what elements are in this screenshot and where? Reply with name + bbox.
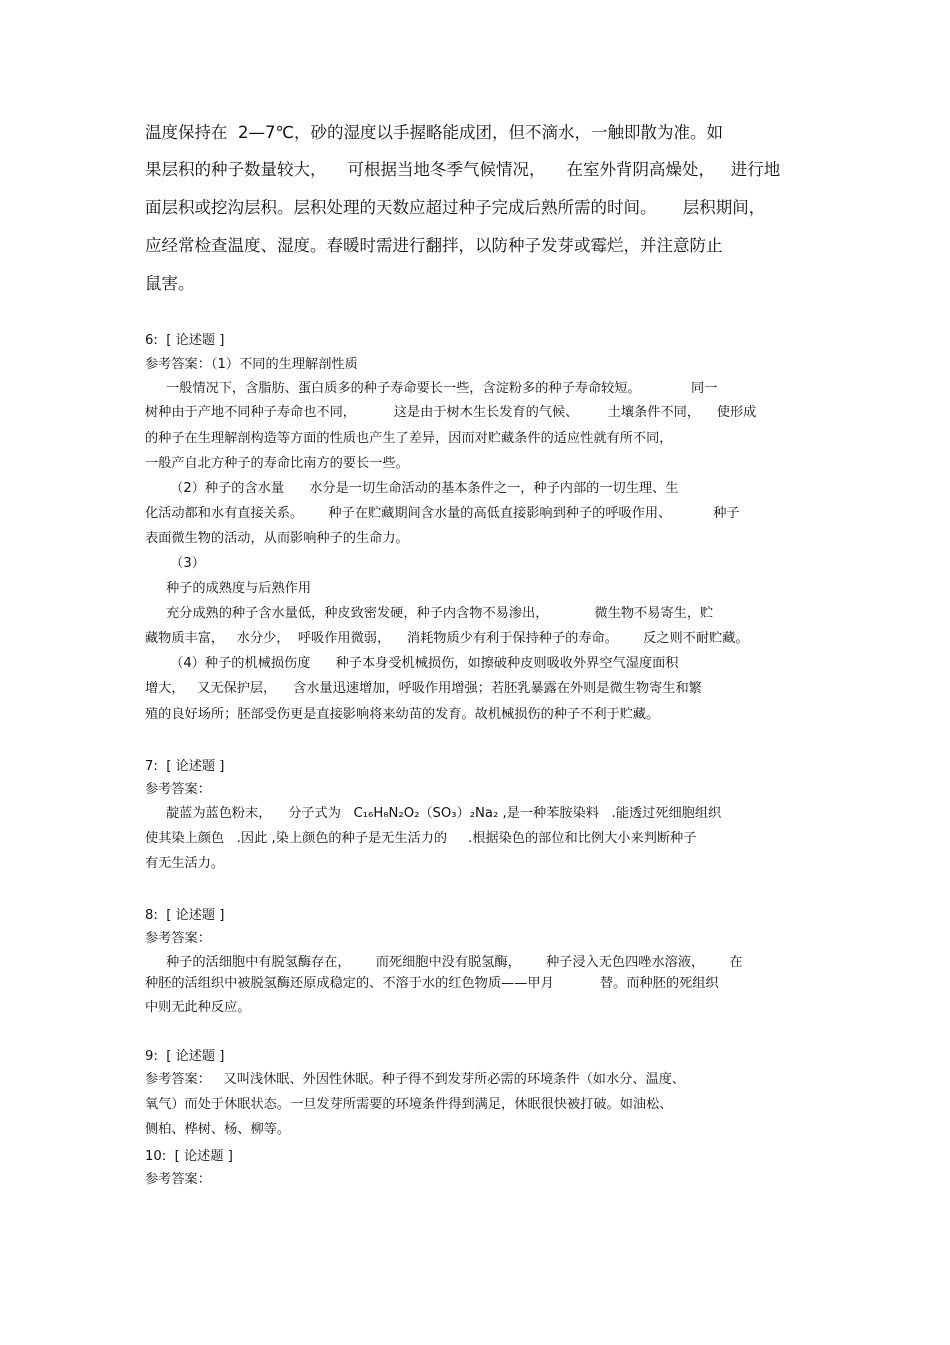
q8-answer-label: 参考答案： (145, 931, 211, 946)
q6-line-8: （3） (145, 556, 205, 571)
q6-line-11: 藏物质丰富， 水分少， 呼吸作用微弱， 消耗物质少有利于保持种子的寿命。 反之则不耐贮藏。 (145, 631, 749, 646)
q6-line-2: 树种由于产地不同种子寿命也不同， 这是由于树木生长发育的气候、 土壤条件不同， 使形成 (145, 405, 757, 420)
q6-line-13: 增大， 又无保护层， 含水量迅速增加，呼吸作用增强；若胚乳暴露在外则是微生物寄生和繁 (145, 681, 702, 696)
q8-line-2: 种胚的活组织中被脱氢酶还原成稳定的、不溶于水的红色物质——甲月 替。而种胚的死组织 (145, 976, 719, 991)
intro-line-5: 鼠害。 (145, 274, 195, 293)
q8-header: 8: [ 论述题 ] (145, 908, 225, 923)
intro-line-1: 温度保持在 2—7℃，砂的湿度以手握略能成团，但不滴水，一触即散为准。如 (145, 123, 724, 142)
q9-line-3: 侧柏、桦树、杨、柳等。 (145, 1122, 291, 1137)
q9-line-2: 氧气）而处于休眠状态。一旦发芽所需要的环境条件得到满足，休眠很快被打破。如油松、 (145, 1097, 673, 1112)
q6-line-4: 一般产自北方种子的寿命比南方的要长一些。 (145, 456, 409, 471)
q6-header: 6: [ 论述题 ] (145, 333, 225, 348)
intro-line-3: 面层积或挖沟层积。层积处理的天数应超过种子完成后熟所需的时间。 层积期间， (145, 198, 766, 217)
intro-line-4: 应经常检查温度、湿度。春暖时需进行翻拌，以防种子发芽或霉烂，并注意防止 (145, 236, 723, 255)
q6-line-5: （2）种子的含水量 水分是一切生命活动的基本条件之一，种子内部的一切生理、生 (145, 481, 679, 496)
q7-answer-label: 参考答案： (145, 782, 211, 797)
q10-answer-label: 参考答案： (145, 1172, 211, 1187)
q8-line-3: 中则无此种反应。 (145, 1000, 251, 1015)
q6-line-1: 一般情况下，含脂肪、蛋白质多的种子寿命要长一些，含淀粉多的种子寿命较短。 同一 (145, 381, 718, 396)
q6-answer-label: 参考答案：（1）不同的生理解剖性质 (145, 357, 358, 372)
q9-header: 9: [ 论述题 ] (145, 1049, 225, 1064)
q6-line-3: 的种子在生理解剖构造等方面的性质也产生了差异，因而对贮藏条件的适应性就有所不同， (145, 431, 673, 446)
q6-line-6: 化活动都和水有直接关系。 种子在贮藏期间含水量的高低直接影响到种子的呼吸作用、 种子 (145, 506, 740, 521)
q9-line-1: 参考答案： 又叫浅休眠、外因性休眠。种子得不到发芽所必需的环境条件（如水分、温度、 (145, 1072, 686, 1087)
q6-line-7: 表面微生物的活动，从而影响种子的生命力。 (145, 531, 409, 546)
q6-line-14: 殖的良好场所；胚部受伤更是直接影响将来幼苗的发育。故机械损伤的种子不利于贮藏。 (145, 707, 660, 722)
q10-header: 10: [ 论述题 ] (145, 1149, 233, 1164)
q6-line-9: 种子的成熟度与后熟作用 (145, 581, 312, 596)
q7-line-3: 有无生活力。 (145, 856, 225, 871)
q6-line-10: 充分成熟的种子含水量低，种皮致密发硬，种子内含物不易渗出， 微生物不易寄生，贮 (145, 606, 714, 621)
q7-line-2: 使其染上颜色 .因此 ,染上颜色的种子是无生活力的 .根据染色的部位和比例大小来判断种子 (145, 831, 697, 846)
intro-line-2: 果层积的种子数量较大， 可根据当地冬季气候情况， 在室外背阴高燥处， 进行地 (145, 160, 781, 179)
q6-line-12: （4）种子的机械损伤度 种子本身受机械损伤，如擦破种皮则吸收外界空气湿度面积 (145, 656, 679, 671)
q7-line-1: 靛蓝为蓝色粉末， 分子式为 C₁₆H₈N₂O₂（SO₃）₂Na₂ ,是一种苯胺染料 .能透过死细胞组织 (145, 806, 722, 821)
q7-header: 7: [ 论述题 ] (145, 759, 225, 774)
q8-line-1: 种子的活细胞中有脱氢酶存在， 而死细胞中没有脱氢酶， 种子浸入无色四唑水溶液， 在 (145, 955, 743, 970)
